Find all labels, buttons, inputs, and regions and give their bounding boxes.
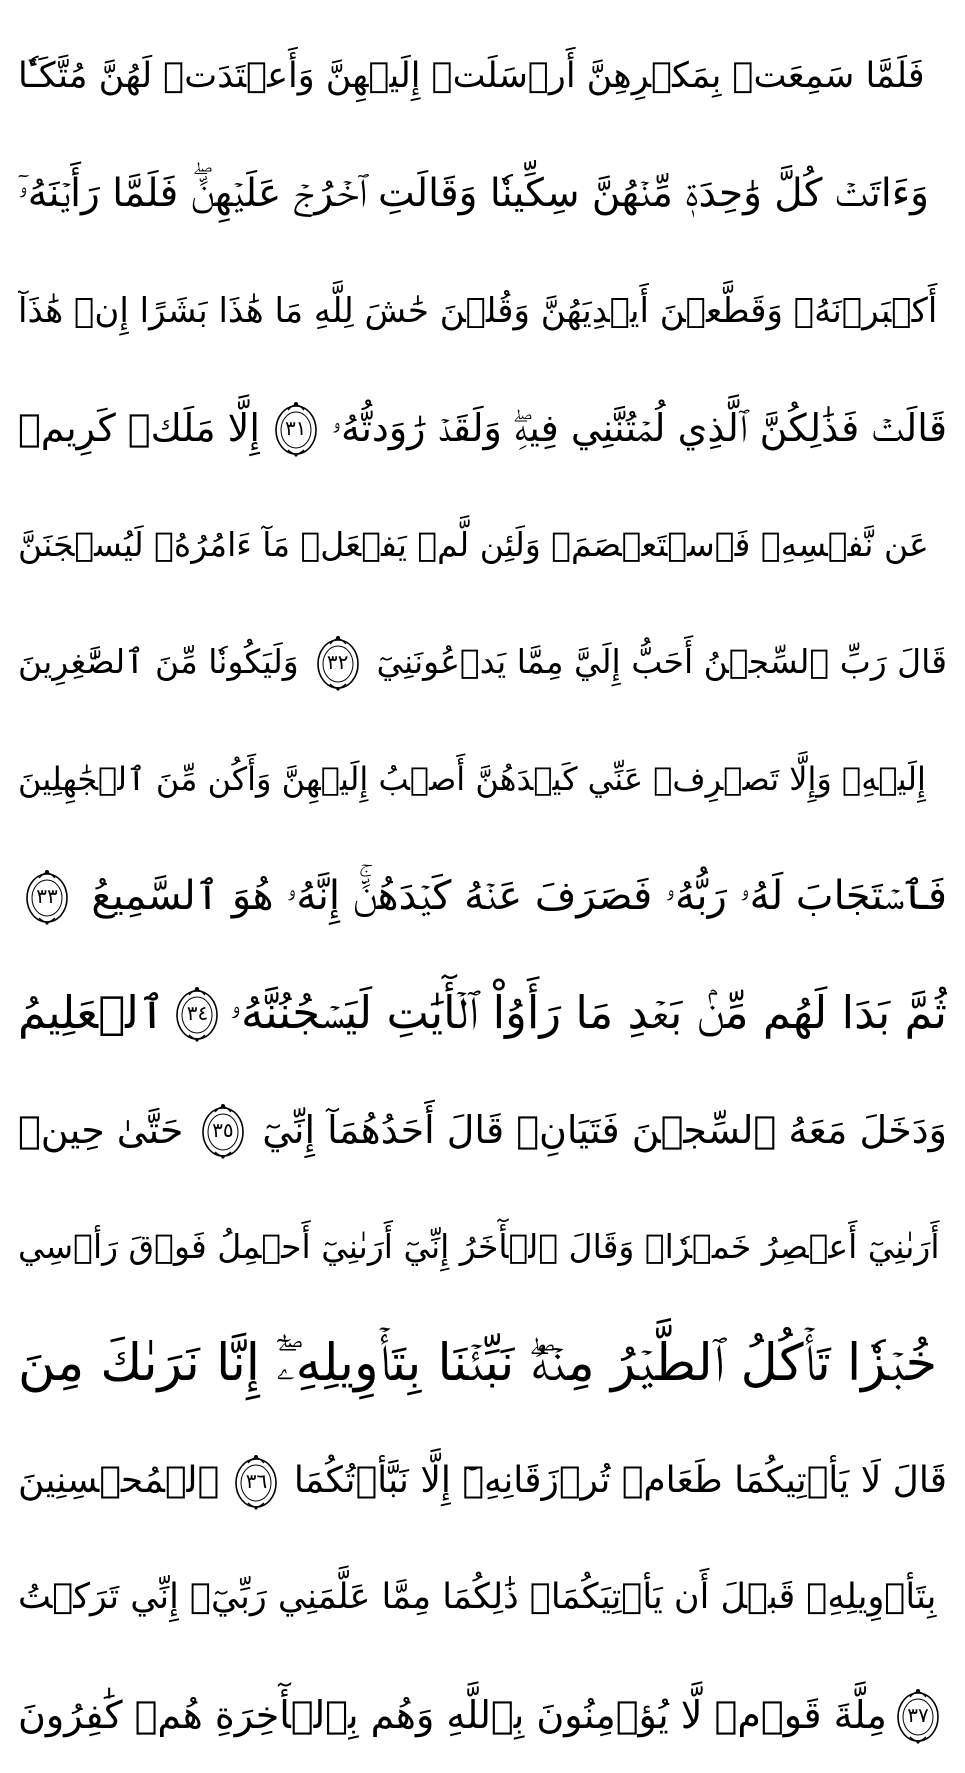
verse-text: فَٱسۡتَجَابَ لَهُۥ رَبُّهُۥ فَصَرَفَ عَنۡهُ كَيۡدَهُنَّۚ إِنَّهُۥ هُوَ ٱلسَّمِيعُ <box>91 872 947 919</box>
verse-line <box>18 1188 947 1305</box>
verse-text: مِلَّةَ قَوۡمٖ لَّا يُؤۡمِنُونَ بِٱللَّهِ وَهُم بِٱلۡأٓخِرَةِ هُمۡ كَٰفِرُونَ <box>18 1692 887 1737</box>
verse-line <box>18 837 947 954</box>
verse-text: إِلَّا مَلَكٞ كَرِيمٞ <box>18 405 260 450</box>
verse-text: حَتَّىٰ حِينٖ <box>18 1107 184 1152</box>
verse-text: قَالَ رَبِّ ٱلسِّجۡنُ أَحَبُّ إِلَيَّ مِمَّا يَدۡعُونَنِيٓ <box>376 642 947 681</box>
ayah-number: ٣٣ <box>36 883 58 908</box>
verse-text: أَرَىٰنِيٓ أَعۡصِرُ خَمۡرٗاۖ وَقَالَ ٱلۡأٓخَرُ إِنِّيٓ أَرَىٰنِيٓ أَحۡمِلُ فَوۡقَ رَأۡسِي <box>18 1227 940 1266</box>
ayah-end-marker <box>174 983 220 1043</box>
verse-line <box>18 369 947 486</box>
verse-text: عَن نَّفۡسِهِۦ فَٱسۡتَعۡصَمَۖ وَلَئِن لَّمۡ يَفۡعَلۡ مَآ ءَامُرُهُۥ لَيُسۡجَنَنَّ <box>18 525 929 564</box>
verse-text: وَءَاتَتۡ كُلَّ وَٰحِدَةٖ مِّنۡهُنَّ سِكِّينٗا وَقَالَتِ ٱخۡرُجۡ عَلَيۡهِنَّۖ فَلَمَّا رَأَيۡنَهُۥٓ <box>18 171 929 216</box>
verse-line <box>18 1656 947 1773</box>
verse-line <box>18 18 947 135</box>
ayah-end-marker <box>200 1100 246 1160</box>
verse-lines <box>18 18 947 1773</box>
ayah-end-marker <box>315 632 361 692</box>
ayah-number: ٣٦ <box>245 1468 268 1493</box>
verse-line <box>18 252 947 369</box>
verse-text: أَكۡبَرۡنَهُۥ وَقَطَّعۡنَ أَيۡدِيَهُنَّ وَقُلۡنَ حَٰشَ لِلَّهِ مَا هَٰذَا بَشَرًا إِنۡ هَٰذَآ <box>18 290 938 331</box>
verse-text: وَلَيَكُونٗا مِّنَ ٱلصَّٰغِرِينَ <box>18 642 299 681</box>
verse-line <box>18 135 947 252</box>
verse-line <box>18 720 947 837</box>
verse-line <box>18 1539 947 1656</box>
verse-text: إِلَيۡهِۖ وَإِلَّا تَصۡرِفۡ عَنِّي كَيۡدَهُنَّ أَصۡبُ إِلَيۡهِنَّ وَأَكُن مِّنَ ٱلۡجَٰهِلِينَ <box>18 759 926 798</box>
verse-text: بِتَأۡوِيلِهِۦ قَبۡلَ أَن يَأۡتِيَكُمَاۚ ذَٰلِكُمَا مِمَّا عَلَّمَنِي رَبِّيٓۚ إِنِّي تَرَكۡتُ <box>18 1577 937 1617</box>
verse-text: قَالَ لَا يَأۡتِيكُمَا طَعَامٞ تُرۡزَقَانِهِۦٓ إِلَّا نَبَّأۡتُكُمَا <box>293 1459 947 1501</box>
ayah-number: ٣٧ <box>907 1702 929 1727</box>
verse-line <box>18 603 947 720</box>
verse-line <box>18 1422 947 1539</box>
verse-line <box>18 1071 947 1188</box>
verse-line <box>18 954 947 1071</box>
ayah-end-marker <box>24 866 70 926</box>
ayah-end-marker <box>895 1685 941 1745</box>
verse-text: خُبۡزٗا تَأۡكُلُ ٱلطَّيۡرُ مِنۡهُۖ نَبِّئۡنَا بِتَأۡوِيلِهِۦٓۖ إِنَّا نَرَىٰكَ مِنَ <box>18 1334 938 1393</box>
ayah-number: ٣٢ <box>326 649 349 674</box>
verse-line <box>18 1305 947 1422</box>
verse-text: فَلَمَّا سَمِعَتۡ بِمَكۡرِهِنَّ أَرۡسَلَتۡ إِلَيۡهِنَّ وَأَعۡتَدَتۡ لَهُنَّ مُتَّكَـٔٗا <box>18 56 925 96</box>
ayah-number: ٣٤ <box>186 1000 209 1025</box>
verse-line <box>18 486 947 603</box>
ayah-number: ٣١ <box>284 415 307 440</box>
verse-text: قَالَتۡ فَذَٰلِكُنَّ ٱلَّذِي لُمۡتُنَّنِي فِيهِۖ وَلَقَدۡ رَٰوَدتُّهُۥ <box>331 405 947 450</box>
verse-text: ٱلۡعَلِيمُ <box>18 986 166 1039</box>
ayah-end-marker <box>273 398 319 458</box>
verse-text: وَدَخَلَ مَعَهُ ٱلسِّجۡنَ فَتَيَانِۖ قَالَ أَحَدُهُمَآ إِنِّيٓ <box>262 1107 947 1152</box>
verse-text: ثُمَّ بَدَا لَهُم مِّنۢ بَعۡدِ مَا رَأَوُاْ ٱلۡأٓيَٰتِ لَيَسۡجُنُنَّهُۥ <box>229 986 947 1039</box>
ayah-number: ٣٥ <box>212 1117 234 1142</box>
ayah-end-marker <box>233 1451 279 1511</box>
verse-text: ٱلۡمُحۡسِنِينَ <box>18 1459 220 1501</box>
